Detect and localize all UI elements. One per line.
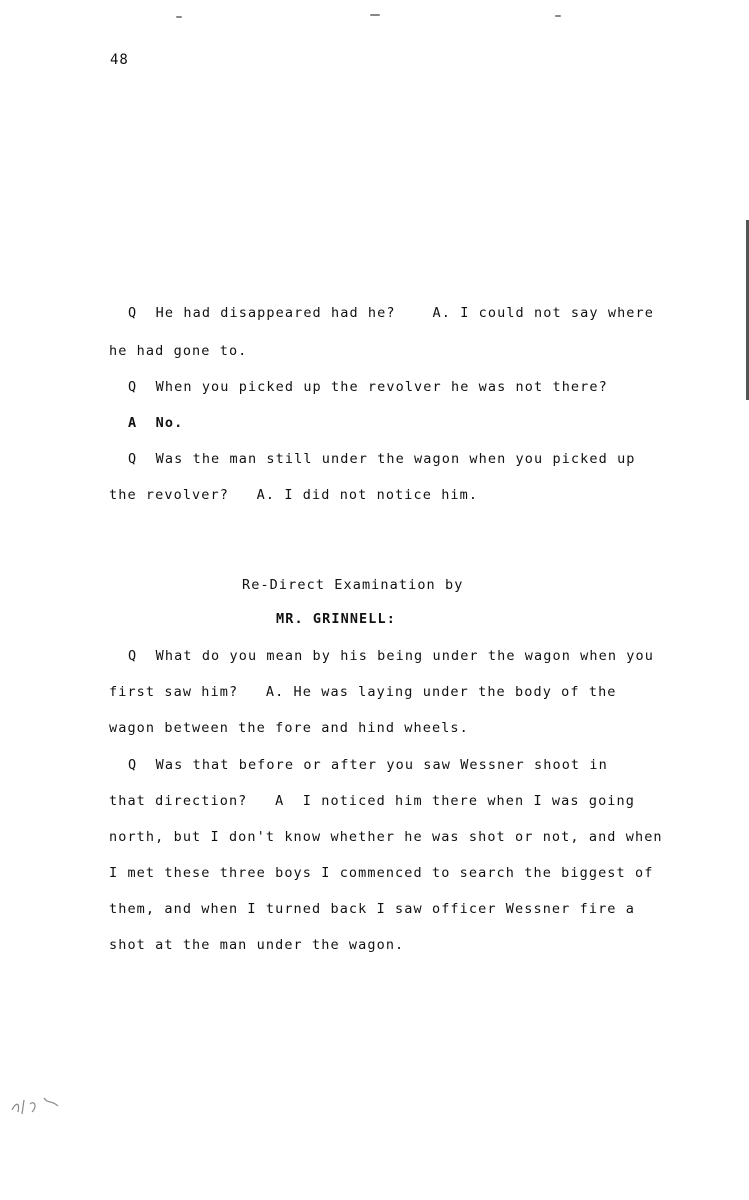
testimony-line: I met these three boys I commenced to search the biggest of: [109, 865, 654, 881]
testimony-line: Q Was that before or after you saw Wessner shoot in: [128, 757, 608, 773]
testimony-line: Q When you picked up the revolver he was not there?: [128, 379, 608, 395]
testimony-line: Q He had disappeared had he? A. I could not say where: [128, 305, 654, 321]
testimony-line: that direction? A I noticed him there when I was going: [109, 793, 635, 809]
testimony-line: them, and when I turned back I saw officer Wessner fire a: [109, 901, 635, 917]
page-number: 48: [110, 52, 129, 68]
testimony-line: Q Was the man still under the wagon when you picked up: [128, 451, 636, 467]
margin-scribble: [8, 1092, 66, 1118]
examiner-name: MR. GRINNELL:: [276, 611, 396, 627]
testimony-line: Q What do you mean by his being under the wagon when you: [128, 648, 654, 664]
scan-speck: [555, 15, 561, 17]
testimony-line: he had gone to.: [109, 343, 248, 359]
testimony-line: shot at the man under the wagon.: [109, 937, 405, 953]
testimony-line: A No.: [128, 415, 184, 431]
scan-speck: [176, 16, 182, 18]
scan-speck: [370, 14, 380, 16]
section-heading: Re-Direct Examination by: [242, 577, 464, 593]
testimony-line: the revolver? A. I did not notice him.: [109, 487, 479, 503]
testimony-line: north, but I don't know whether he was shot or not, and when: [109, 829, 663, 845]
testimony-line: wagon between the fore and hind wheels.: [109, 720, 469, 736]
testimony-line: first saw him? A. He was laying under the body of the: [109, 684, 617, 700]
